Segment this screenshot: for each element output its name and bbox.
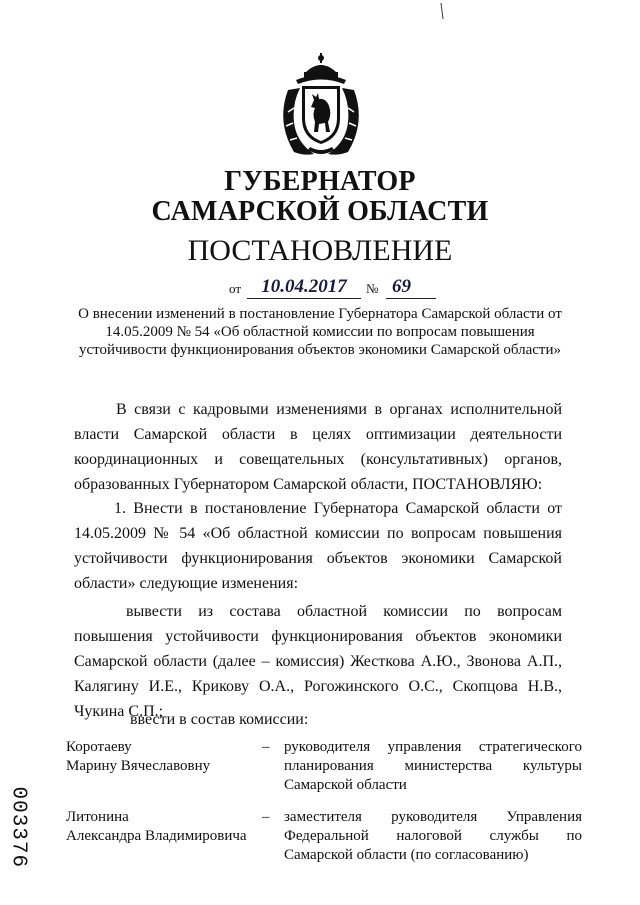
member-1-given-names: Марину Вячеславовну bbox=[66, 758, 211, 774]
issuer-title-line2: САМАРСКОЙ ОБЛАСТИ bbox=[151, 196, 489, 227]
coat-of-arms-icon bbox=[274, 52, 368, 160]
document-type-title: ПОСТАНОВЛЕНИЕ bbox=[187, 234, 453, 267]
member-1-role: руководителя управления стратегического планирования министерства культуры Самарской области bbox=[284, 739, 582, 793]
preamble-paragraph: В связи с кадровыми изменениями в органах исполнительной власти Самарской области в целях оптимизации деятельности координационных и совещательных (консультативных) органов, образованных Губернатором Самарской области, ПОСТАНОВЛЯЮ: bbox=[74, 401, 562, 493]
date-number-line bbox=[229, 277, 439, 301]
member-1-name bbox=[66, 738, 256, 776]
issuer-title-line1: ГУБЕРНАТОР bbox=[224, 166, 416, 197]
member-2-name bbox=[66, 808, 256, 846]
side-registration-stamp bbox=[3, 788, 33, 868]
removal-paragraph: вывести из состава областной комиссии по вопросам повышения устойчивости функционирования объектов экономики Самарской области (далее – комиссия) Жесткова А.Ю., Звонова А.П., Калягину И.Е., Крикову О.А., Рогожинского О.С., Скопцова Н.В., Чукина С.П.; bbox=[74, 603, 562, 720]
document-subject: О внесении изменений в постановление Губернатора Самарской области от 14.05.2009 № 54 «Об областной комиссии по вопросам повышения устойчивости функционирования объектов экономики Самарской области» bbox=[78, 306, 562, 358]
addition-intro-paragraph: ввести в состав комиссии: bbox=[130, 711, 309, 728]
number-sign-label: № bbox=[366, 281, 379, 296]
date-prefix-label: от bbox=[229, 281, 242, 296]
member-2-surname: Литонина bbox=[66, 809, 129, 825]
pen-mark bbox=[440, 3, 444, 19]
member-1-surname: Коротаеву bbox=[66, 739, 132, 755]
clause-1-paragraph: 1. Внести в постановление Губернатора Самарской области от 14.05.2009 № 54 «Об областной комиссии по вопросам повышения устойчивости функционирования объектов экономики Самарской области» следующие изменения: bbox=[74, 500, 562, 592]
member-2-role: заместителя руководителя Управления Федеральной налоговой службы по Самарской области (по согласованию) bbox=[284, 809, 582, 863]
member-2-given-names: Александра Владимировича bbox=[66, 828, 247, 844]
side-stamp-number: 003376 bbox=[6, 786, 30, 869]
handwritten-number: 69 bbox=[386, 276, 436, 299]
member-1-dash: – bbox=[262, 739, 270, 755]
handwritten-date: 10.04.2017 bbox=[247, 276, 361, 299]
member-2-dash: – bbox=[262, 809, 270, 825]
